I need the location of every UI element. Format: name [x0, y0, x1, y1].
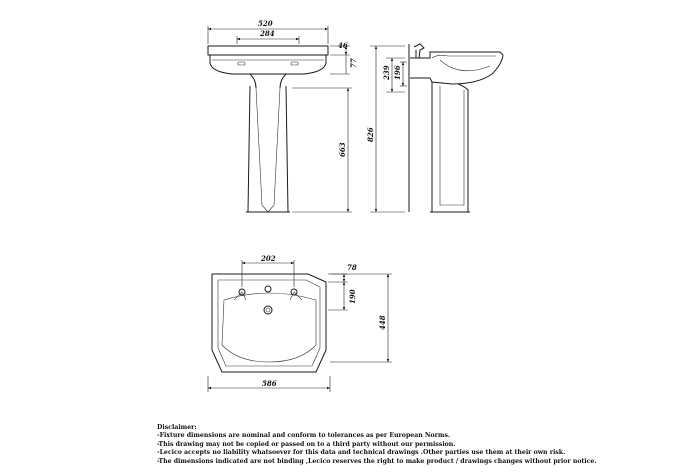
plan-view — [208, 254, 392, 392]
front-overflow-left — [238, 62, 245, 65]
disclaimer-block — [157, 424, 677, 466]
front-basin-rim — [208, 46, 328, 55]
disclaimer-line: -This drawing may not be copied or passed on to a third party without our permission. — [157, 440, 456, 448]
dim-side-inner-depth: 196 — [393, 65, 402, 80]
dim-front-tap-spacing: 284 — [260, 29, 275, 38]
dim-plan-overall-width: 586 — [262, 379, 277, 388]
dim-plan-bowl-depth: 190 — [348, 289, 357, 304]
side-pedestal — [432, 82, 468, 212]
disclaimer-line: -The dimensions indicated are not binding ,Lecico reserves the right to make product / drawings changes without prior notice. — [157, 457, 597, 465]
front-basin-neck — [250, 74, 286, 88]
plan-outline — [212, 274, 326, 372]
dim-front-rim-height: 46 — [338, 41, 348, 50]
dim-front-basin-lip: 77 — [349, 58, 358, 68]
dim-plan-rim: 78 — [347, 263, 357, 272]
dim-plan-overall-depth: 448 — [378, 315, 387, 330]
dim-side-bowl-depth: 239 — [382, 65, 391, 80]
side-basin-profile — [410, 52, 503, 84]
side-tap — [414, 44, 424, 58]
front-basin-body — [210, 55, 326, 74]
side-elevation — [366, 44, 503, 212]
dim-plan-tap-spacing: 202 — [261, 254, 276, 263]
plan-tap-hole-center — [265, 286, 271, 292]
front-elevation — [208, 19, 358, 212]
plan-drain — [264, 306, 272, 314]
disclaimer-line: -Lecico accepts no liability whatsoever for this data and technical drawings .Other parties use them at their own risk. — [157, 449, 566, 457]
dim-side-overall-height: 826 — [366, 127, 375, 142]
disclaimer-title: Disclaimer: — [157, 424, 197, 431]
front-pedestal — [248, 86, 288, 212]
front-overflow-right — [291, 62, 298, 65]
dim-front-pedestal-height: 663 — [338, 142, 347, 157]
disclaimer-line: -Fixture dimensions are nominal and conform to tolerances as per European Norms. — [157, 432, 451, 440]
dim-front-overall-width: 520 — [258, 19, 273, 28]
